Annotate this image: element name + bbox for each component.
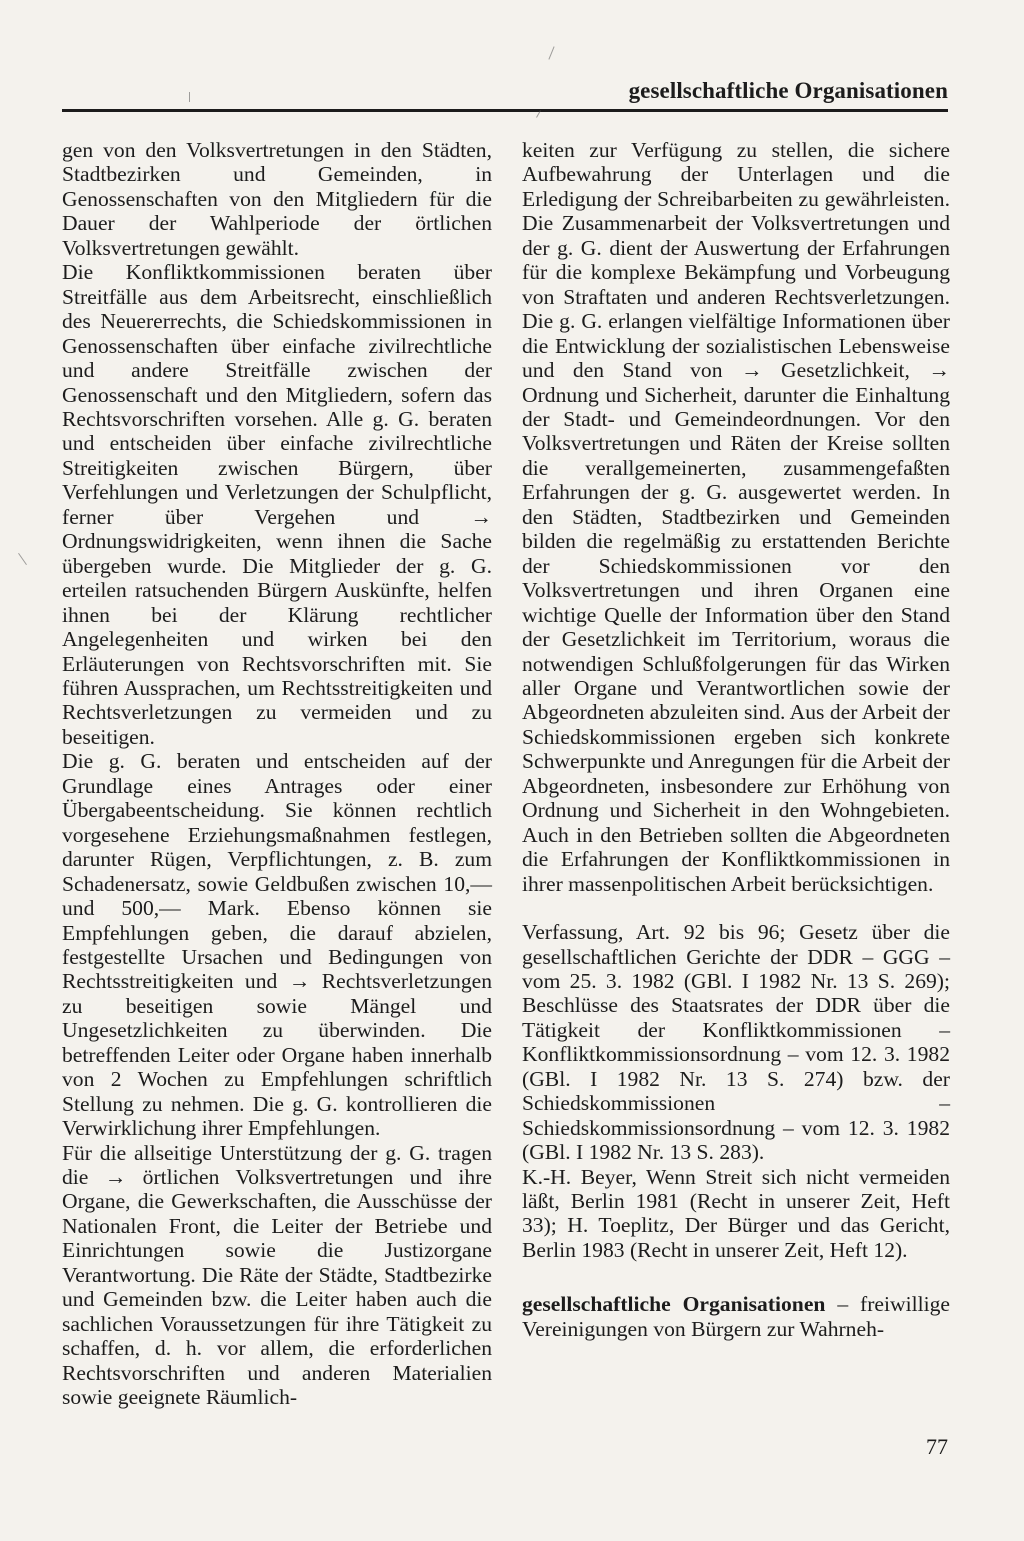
scan-speck bbox=[189, 92, 190, 102]
right-column bbox=[522, 138, 950, 1341]
dictionary-entry bbox=[522, 1292, 950, 1341]
scan-speck bbox=[18, 553, 27, 565]
running-head: gesellschaftliche Organisationen bbox=[628, 78, 948, 103]
paragraph: Die Konfliktkommissionen beraten über Streitfälle aus dem Arbeitsrecht, einschließlich des Neuererrechts, die Schiedskommissionen in Genossenschaften über einfache zivilrechtliche und andere Streitfälle zwischen der Genossenschaft und den Mitgliedern, sofern das Rechtsvorschriften vorsehen. Alle g. G. beraten und entscheiden über einfache zivilrechtliche Streitigkeiten zwischen Bürgern, über Verfehlungen und Verletzungen der Schulpflicht, ferner über Vergehen und → Ordnungswidrigkeiten, wenn ihnen die Sache übergeben wurde. Die Mitglieder der g. G. erteilen ratsuchenden Bürgern Auskünfte, helfen ihnen bei der Klärung rechtlicher Angelegenheiten und wirken bei den Erläuterungen von Rechtsvorschriften mit. Sie führen Aussprachen, um Rechtsstreitigkeiten und Rechtsverletzungen zu vermeiden und zu beseitigen. bbox=[62, 260, 492, 749]
scan-speck bbox=[548, 46, 554, 59]
paragraph: keiten zur Verfügung zu stellen, die sichere Aufbewahrung der Unterlagen und die Erledigung der Schreibarbeiten zu gewährleisten. Die Zusammenarbeit der Volksvertretungen und der g. G. dient der Auswertung der Erfahrungen für die komplexe Bekämpfung und Vorbeugung von Straftaten und anderen Rechtsverletzungen. Die g. G. erlangen vielfältige Informationen über die Entwicklung der sozialistischen Lebensweise und den Stand von → Gesetzlichkeit, → Ordnung und Sicherheit, darunter die Einhaltung der Stadt- und Gemeindeordnungen. Vor den Volksvertretungen und Räten der Kreise sollten die verallgemeinerten, zusammengefaßten Erfahrungen der g. G. ausgewertet werden. In den Städten, Stadtbezirken und Gemeinden bilden die regelmäßig zu erstattenden Berichte der Schiedskommissionen vor den Volksvertretungen und ihren Organen eine wichtige Quelle der Information über den Stand der Gesetzlichkeit im Territorium, woraus die notwendigen Schlußfolgerungen für das Wirken aller Organe und Verantwortlichen sowie der Abgeordneten abzuleiten sind. Aus der Arbeit der Schiedskommissionen ergeben sich konkrete Schwerpunkte und Anregungen für die Arbeit der Abgeordneten, insbesondere zur Erhöhung von Ordnung und Sicherheit in den Wohngebieten. Auch in den Betrieben sollten die Abgeordneten die Erfahrungen der Konfliktkommissionen in ihrer massenpolitischen Arbeit berücksichtigen. bbox=[522, 138, 950, 896]
legal-references: Verfassung, Art. 92 bis 96; Gesetz über die gesellschaftlichen Gerichte der DDR – GGG – vom 25. 3. 1982 (GBl. I 1982 Nr. 13 S. 269); Beschlüsse des Staatsrates der DDR über die Tätigkeit der Konfliktkommissionen – Konfliktkommissionsordnung – vom 12. 3. 1982 (GBl. I 1982 Nr. 13 S. 274) bzw. der Schiedskommissionen – Schiedskommissionsordnung – vom 12. 3. 1982 (GBl. I 1982 Nr. 13 S. 283). bbox=[522, 920, 950, 1165]
page-number: 77 bbox=[926, 1434, 948, 1459]
paragraph: Für die allseitige Unterstützung der g. G. tragen die → örtlichen Volksvertretungen und ihre Organe, die Gewerkschaften, die Ausschüsse der Nationalen Front, die Leiter der Betriebe und Einrichtungen sowie die Justizorgane Verantwortung. Die Räte der Städte, Stadtbezirke und Gemeinden bzw. die Leiter haben auch die sachlichen Voraussetzungen für ihre Tätigkeit zu schaffen, d. h. vor allem, die erforderlichen Rechtsvorschriften und anderen Materialien sowie geeignete Räumlich- bbox=[62, 1140, 492, 1410]
paragraph: Die g. G. beraten und entscheiden auf der Grundlage eines Antrages oder einer Übergabeentscheidung. Sie können rechtlich vorgesehene Erziehungsmaßnahmen festlegen, darunter Rügen, Verpflichtungen, z. B. zum Schadenersatz, sowie Geldbußen zwischen 10,— und 500,— Mark. Ebenso können sie Empfehlungen geben, die darauf abzielen, festgestellte Ursachen und Bedingungen von Rechtsstreitigkeiten und → Rechtsverletzungen zu beseitigen sowie Mängel und Ungesetzlichkeiten zu überwinden. Die betreffenden Leiter oder Organe haben innerhalb von 2 Wochen zu Empfehlungen schriftlich Stellung zu nehmen. Die g. G. kontrollieren die Verwirklichung ihrer Empfehlungen. bbox=[62, 749, 492, 1141]
literature-references: K.-H. Beyer, Wenn Streit sich nicht vermeiden läßt, Berlin 1981 (Recht in unserer Zeit, Heft 33); H. Toeplitz, Der Bürger und das Gericht, Berlin 1983 (Recht in unserer Zeit, Heft 12). bbox=[522, 1164, 950, 1262]
entry-lemma: gesellschaftliche Organisationen bbox=[522, 1292, 826, 1317]
left-column bbox=[62, 138, 492, 1410]
paragraph: gen von den Volksvertretungen in den Städten, Stadtbezirken und Gemeinden, in Genossenschaften von den Mitgliedern für die Dauer der Wahlperiode der örtlichen Volksvertretungen gewählt. bbox=[62, 138, 492, 260]
entry-text: – freiwillige Vereinigungen von Bürgern zur Wahrneh- bbox=[522, 1292, 950, 1341]
header-rule bbox=[62, 109, 948, 112]
